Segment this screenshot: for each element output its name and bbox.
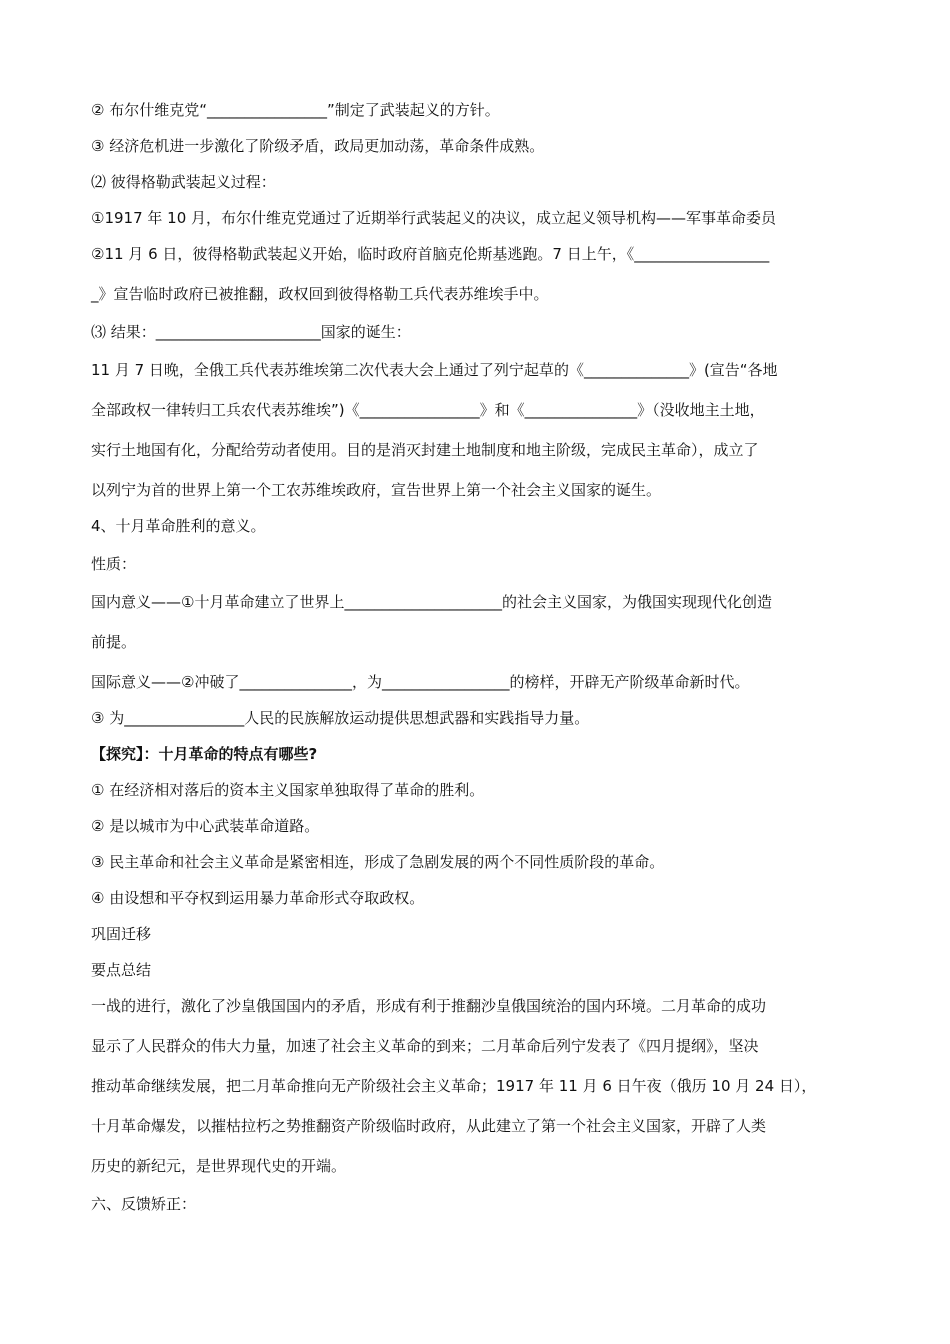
text-line: 国际意义——②冲破了_______________，为_________________的榜样，开辟无产阶级革命新时代。 xyxy=(91,673,750,691)
text-line: 性质： xyxy=(91,555,137,573)
text-line: 显示了人民群众的伟大力量，加速了社会主义革命的到来；二月革命后列宁发表了《四月提纲》，坚决 xyxy=(91,1037,759,1055)
text-line: 推动革命继续发展，把二月革命推向无产阶级社会主义革命；1917 年 11 月 6 日午夜（俄历 10 月 24 日）， xyxy=(91,1077,817,1095)
text-line: 国内意义——①十月革命建立了世界上_____________________的社会主义国家，为俄国实现现代化创造 xyxy=(91,593,772,611)
section-heading: ⑶ 结果：______________________国家的诞生： xyxy=(91,323,411,341)
text-line: ①1917 年 10 月，布尔什维克党通过了近期举行武装起义的决议，成立起义领导机构——军事革命委员 xyxy=(91,209,777,227)
text-line: 一战的进行，激化了沙皇俄国国内的矛盾，形成有利于推翻沙皇俄国统治的国内环境。二月革命的成功 xyxy=(91,997,767,1015)
text-line: 实行土地国有化，分配给劳动者使用。目的是消灭封建土地制度和地主阶级，完成民主革命），成立了 xyxy=(91,441,759,459)
text-line: ① 在经济相对落后的资本主义国家单独取得了革命的胜利。 xyxy=(91,781,485,799)
document-page xyxy=(91,100,866,1230)
text-line: _》宣告临时政府已被推翻，政权回到彼得格勒工兵代表苏维埃手中。 xyxy=(91,285,549,303)
section-heading: 六、反馈矫正： xyxy=(91,1195,197,1213)
explore-heading: 【探究】：十月革命的特点有哪些? xyxy=(91,745,318,763)
text-line: ②11 月 6 日，彼得格勒武装起义开始，临时政府首脑克伦斯基逃跑。7 日上午，《__________________ xyxy=(91,245,770,263)
text-line: 11 月 7 日晚，全俄工兵代表苏维埃第二次代表大会上通过了列宁起草的《______________》(宣告“各地 xyxy=(91,361,778,379)
section-heading: 4、十月革命胜利的意义。 xyxy=(91,517,266,535)
text-line: ② 是以城市为中心武装革命道路。 xyxy=(91,817,320,835)
text-line: ③ 民主革命和社会主义革命是紧密相连，形成了急剧发展的两个不同性质阶段的革命。 xyxy=(91,853,665,871)
text-line: 历史的新纪元，是世界现代史的开端。 xyxy=(91,1157,347,1175)
text-line: 十月革命爆发，以摧枯拉朽之势推翻资产阶级临时政府，从此建立了第一个社会主义国家，开辟了人类 xyxy=(91,1117,767,1135)
text-line: ③ 经济危机进一步激化了阶级矛盾，政局更加动荡，革命条件成熟。 xyxy=(91,137,545,155)
text-line: ② 布尔什维克党“________________”制定了武装起义的方针。 xyxy=(91,101,500,119)
text-line: 以列宁为首的世界上第一个工农苏维埃政府，宣告世界上第一个社会主义国家的诞生。 xyxy=(91,481,662,499)
text-line: ④ 由设想和平夺权到运用暴力革命形式夺取政权。 xyxy=(91,889,425,907)
section-heading: 要点总结 xyxy=(91,961,152,979)
section-heading: 巩固迁移 xyxy=(91,925,152,943)
text-line: ③ 为________________人民的民族解放运动提供思想武器和实践指导力量。 xyxy=(91,709,590,727)
text-line: 全部政权一律转归工兵农代表苏维埃”)《________________》和《_______________》（没收地主土地， xyxy=(91,401,765,419)
text-line: 前提。 xyxy=(91,633,137,651)
section-heading: ⑵ 彼得格勒武装起义过程： xyxy=(91,173,276,191)
